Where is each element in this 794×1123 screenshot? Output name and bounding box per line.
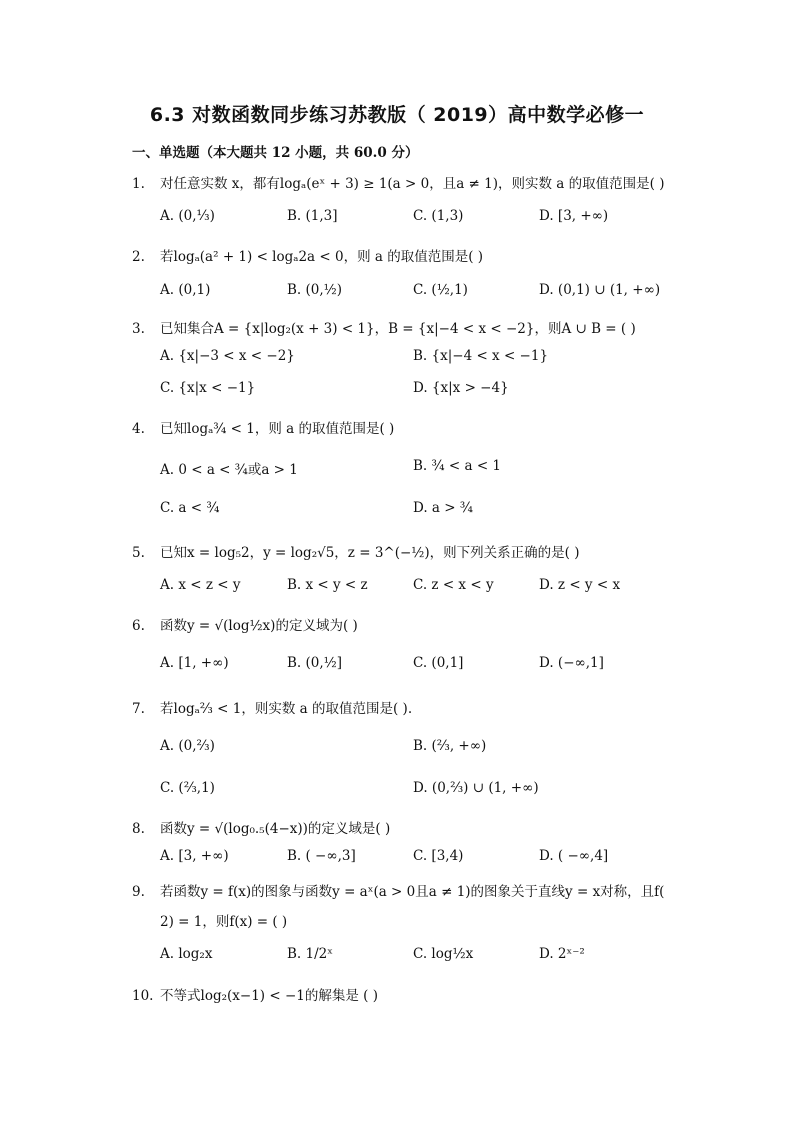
question-number: 7. xyxy=(132,701,145,717)
section-heading: 一、单选题（本大题共 12 小题，共 60.0 分） xyxy=(132,145,419,161)
question-text: 若logₐ⅔ < 1，则实数 a 的取值范围是( ). xyxy=(160,701,413,717)
option-d: D. [3, +∞) xyxy=(539,208,609,224)
option-c: C. (1,3) xyxy=(413,208,464,224)
question-9-continued: 2) = 1，则f(x) = ( ) xyxy=(160,914,288,930)
question-number: 2. xyxy=(132,249,145,265)
question-text: 函数y = √(log½x)的定义域为( ) xyxy=(160,618,358,634)
option-a: A. log₂x xyxy=(160,946,213,962)
question-4 xyxy=(132,417,394,437)
question-2 xyxy=(132,245,483,265)
option-b: B. (⅔, +∞) xyxy=(413,738,487,754)
option-a: A. (0,⅔) xyxy=(160,738,215,754)
option-c: C. a < ¾ xyxy=(160,500,220,516)
option-a: A. (0,⅓) xyxy=(160,208,215,224)
option-a: A. [1, +∞) xyxy=(160,655,229,671)
page-title: 6.3 对数函数同步练习苏教版（ 2019）高中数学必修一 xyxy=(149,104,645,126)
question-number: 6. xyxy=(132,618,145,634)
question-text: 函数y = √(log₀.₅(4−x))的定义域是( ) xyxy=(160,821,391,837)
question-number: 10. xyxy=(132,988,154,1004)
option-c: C. (½,1) xyxy=(413,282,468,298)
question-text: 不等式log₂(x−1) < −1的解集是 ( ) xyxy=(160,988,378,1004)
question-text: 对任意实数 x，都有logₐ(eˣ + 3) ≥ 1(a > 0，且a ≠ 1)，则实数 a 的取值范围是( ) xyxy=(160,176,665,192)
option-b: B. x < y < z xyxy=(287,577,368,593)
option-d: D. {x|x > −4} xyxy=(413,380,509,396)
option-d: D. 2ˣ⁻² xyxy=(539,946,585,962)
option-a: A. [3, +∞) xyxy=(160,848,229,864)
option-c: C. (0,1] xyxy=(413,655,464,671)
question-text: 已知x = log₅2，y = log₂√5，z = 3^(−½)，则下列关系正确的是( ) xyxy=(160,545,580,561)
option-d: D. (0,⅔) ∪ (1, +∞) xyxy=(413,780,539,796)
question-8 xyxy=(132,817,390,837)
option-b: B. 1/2ˣ xyxy=(287,946,333,962)
question-text: 若logₐ(a² + 1) < logₐ2a < 0，则 a 的取值范围是( ) xyxy=(160,249,484,265)
question-5 xyxy=(132,541,579,561)
question-10 xyxy=(132,984,378,1004)
question-9 xyxy=(132,880,664,900)
option-b: B. ( −∞,3] xyxy=(287,848,356,864)
question-text: 已知集合A = {x|log₂(x + 3) < 1}，B = {x|−4 < x < −2}，则A ∪ B = ( ) xyxy=(160,321,636,337)
option-d: D. z < y < x xyxy=(539,577,621,593)
option-b: B. {x|−4 < x < −1} xyxy=(413,348,549,364)
option-c: C. z < x < y xyxy=(413,577,494,593)
question-6 xyxy=(132,614,358,634)
option-c: C. {x|x < −1} xyxy=(160,380,256,396)
option-d: D. ( −∞,4] xyxy=(539,848,609,864)
option-d: D. a > ¾ xyxy=(413,500,473,516)
option-d: D. (0,1) ∪ (1, +∞) xyxy=(539,282,661,298)
question-text: 若函数y = f(x)的图象与函数y = aˣ(a > 0且a ≠ 1)的图象关于直线y = x对称，且f( xyxy=(160,884,665,900)
option-b: B. (1,3] xyxy=(287,208,338,224)
question-text: 已知logₐ¾ < 1，则 a 的取值范围是( ) xyxy=(160,421,395,437)
option-b: B. (0,½) xyxy=(287,282,343,298)
option-a: A. {x|−3 < x < −2} xyxy=(160,348,295,364)
option-c: C. log½x xyxy=(413,946,474,962)
question-number: 1. xyxy=(132,176,145,192)
option-c: C. [3,4) xyxy=(413,848,464,864)
question-number: 4. xyxy=(132,421,145,437)
question-number: 5. xyxy=(132,545,145,561)
option-d: D. (−∞,1] xyxy=(539,655,604,671)
question-7 xyxy=(132,697,412,717)
option-a: A. x < z < y xyxy=(160,577,241,593)
option-c: C. (⅔,1) xyxy=(160,780,215,796)
option-a: A. 0 < a < ¾或a > 1 xyxy=(160,462,298,478)
option-b: B. (0,½] xyxy=(287,655,343,671)
question-3 xyxy=(132,317,636,337)
question-number: 3. xyxy=(132,321,145,337)
option-a: A. (0,1) xyxy=(160,282,211,298)
question-number: 9. xyxy=(132,884,145,900)
option-b: B. ¾ < a < 1 xyxy=(413,458,502,474)
question-1 xyxy=(132,172,664,192)
question-number: 8. xyxy=(132,821,145,837)
